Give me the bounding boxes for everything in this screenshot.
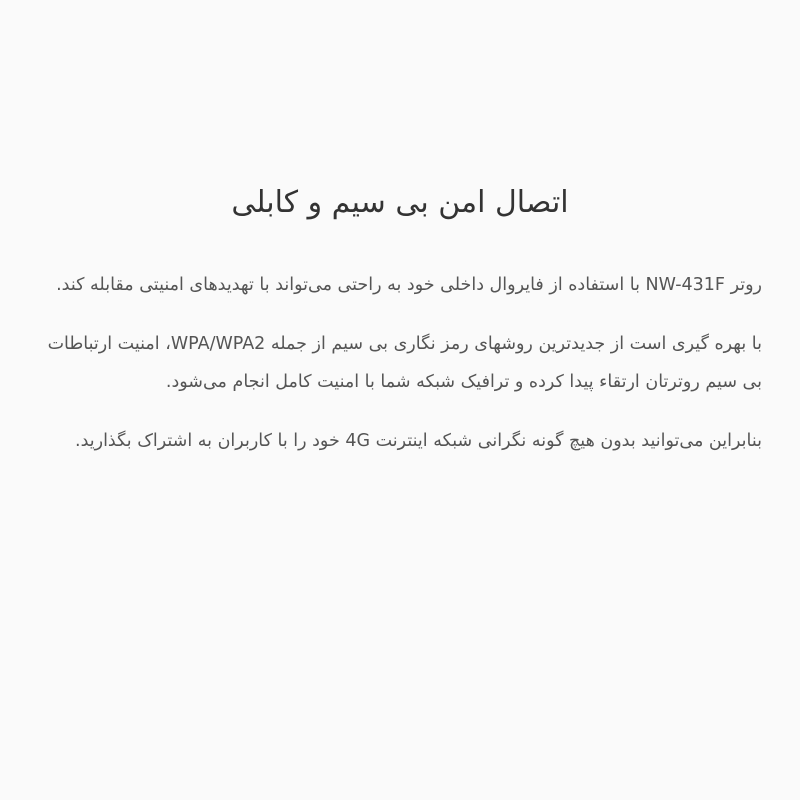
section-heading: اتصال امن بی سیم و کابلی [231, 185, 569, 220]
paragraph-sharing: بنابراین می‌توانید بدون هیچ گونه نگرانی شبکه اینترنت 4G خود را با کاربران به اشتراک بگذارید. [75, 431, 762, 451]
paragraph-encryption: با بهره گیری است از جدیدترین روشهای رمز نگاری بی سیم از جمله WPA/WPA2، امنیت ارتباطات بی سیم روترتان ارتقاء پیدا کرده و ترافیک شبکه شما با امنیت کامل انجام می‌شود. [47, 334, 762, 392]
section-body [38, 266, 762, 481]
paragraph-firewall: روتر NW-431F با استفاده از فایروال داخلی خود به راحتی می‌تواند با تهدیدهای امنیتی مقابله کند. [56, 275, 762, 295]
